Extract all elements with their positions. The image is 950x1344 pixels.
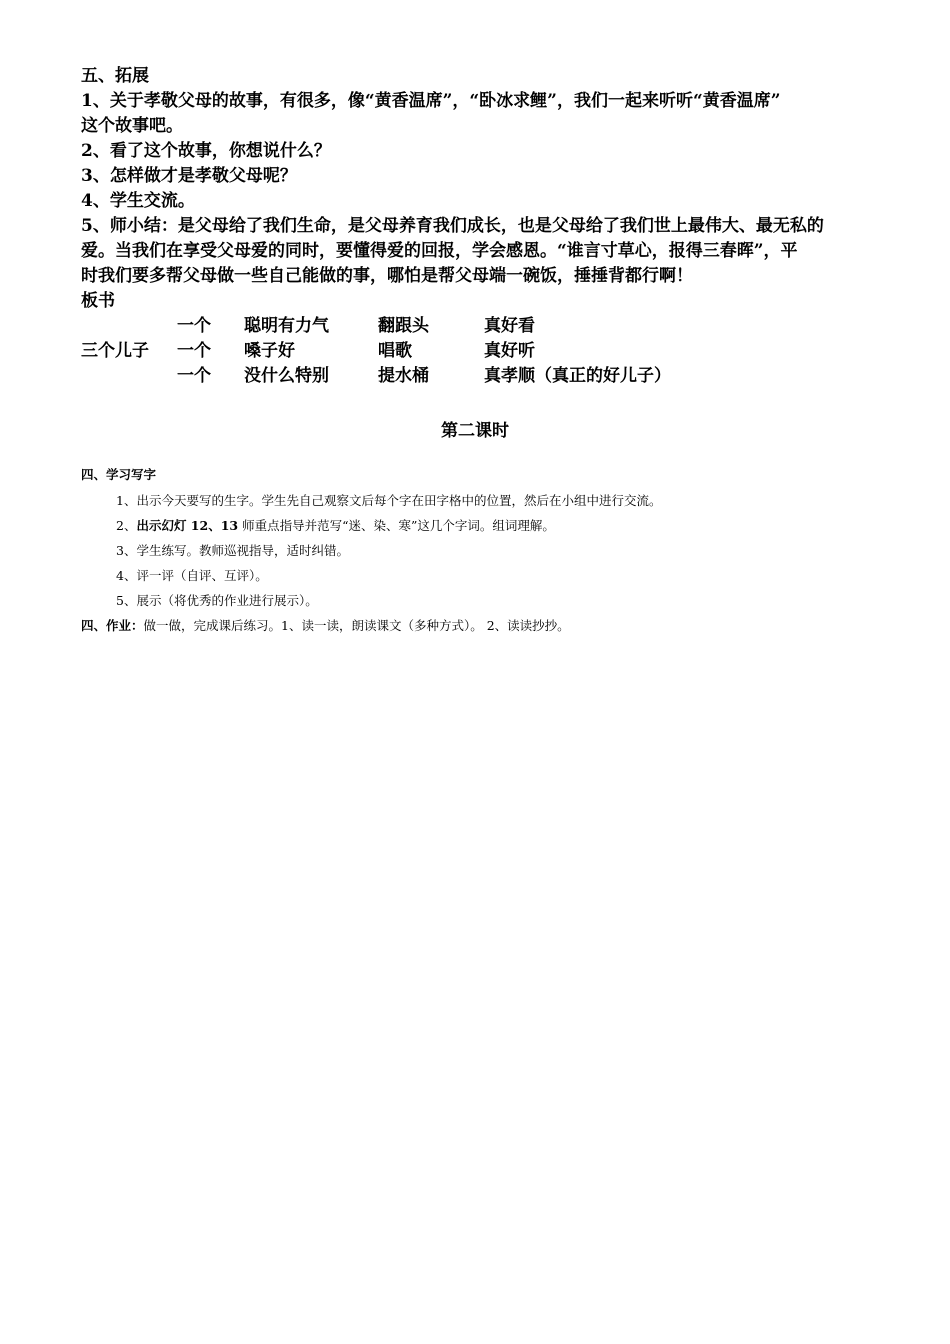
board-label: 板书 — [81, 291, 115, 311]
board-row-3-action: 提水桶 — [378, 366, 429, 386]
extension-item-1-line-2: 这个故事吧。 — [81, 116, 183, 136]
board-row-2-trait: 嗓子好 — [244, 341, 295, 361]
writing-section-heading: 四、学习写字 — [81, 467, 157, 482]
extension-item-1-line-1: 1、关于孝敬父母的故事，有很多，像“黄香温席”，“卧冰求鲤”，我们一起来听听“黄香温席” — [81, 91, 781, 111]
writing-step-2-slides: 出示幻灯 12、13 — [136, 518, 239, 533]
extension-item-5-line-3: 时我们要多帮父母做一些自己能做的事，哪怕是帮父母端一碗饭，捶捶背都行啊！ — [81, 266, 693, 286]
writing-step-2 — [116, 517, 555, 535]
board-row-1-comment: 真好看 — [484, 316, 535, 336]
section-heading-extension: 五、拓展 — [81, 66, 149, 86]
board-row-2-action: 唱歌 — [378, 341, 412, 361]
writing-step-2-text: 师重点指导并范写“迷、染、寒”这几个字词。组词理解。 — [242, 518, 555, 533]
extension-item-4: 4、学生交流。 — [81, 191, 195, 211]
board-row-1-count: 一个 — [177, 316, 211, 336]
writing-step-1: 1、出示今天要写的生字。学生先自己观察文后每个字在田字格中的位置，然后在小组中进行交流。 — [116, 493, 662, 508]
board-row-2-comment: 真好听 — [484, 341, 535, 361]
writing-step-4: 4、评一评（自评、互评）。 — [116, 568, 268, 583]
board-left-label: 三个儿子 — [81, 341, 149, 361]
extension-item-2: 2、看了这个故事，你想说什么？ — [81, 141, 331, 161]
homework-line — [81, 617, 570, 635]
writing-step-5: 5、展示（将优秀的作业进行展示）。 — [116, 593, 318, 608]
extension-item-5-line-1: 5、师小结：是父母给了我们生命，是父母养育我们成长，也是父母给了我们世上最伟大、最无私的 — [81, 216, 824, 236]
board-row-3-trait: 没什么特别 — [244, 366, 329, 386]
lesson-2-title: 第二课时 — [441, 421, 509, 441]
extension-item-5-line-2: 爱。当我们在享受父母爱的同时，要懂得爱的回报，学会感恩。“谁言寸草心，报得三春晖”，平 — [81, 241, 798, 261]
board-row-3-count: 一个 — [177, 366, 211, 386]
board-row-3-comment: 真孝顺（真正的好儿子） — [484, 366, 671, 386]
extension-item-3: 3、怎样做才是孝敬父母呢？ — [81, 166, 297, 186]
board-row-1-trait: 聪明有力气 — [244, 316, 329, 336]
writing-step-3: 3、学生练写。教师巡视指导，适时纠错。 — [116, 543, 349, 558]
board-row-2-count: 一个 — [177, 341, 211, 361]
board-row-1-action: 翻跟头 — [378, 316, 429, 336]
writing-step-2-prefix: 2、 — [116, 518, 137, 533]
homework-text: 做一做，完成课后练习。1、读一读，朗读课文（多种方式）。 2、读读抄抄。 — [143, 618, 570, 633]
homework-label: 四、作业： — [81, 618, 144, 633]
